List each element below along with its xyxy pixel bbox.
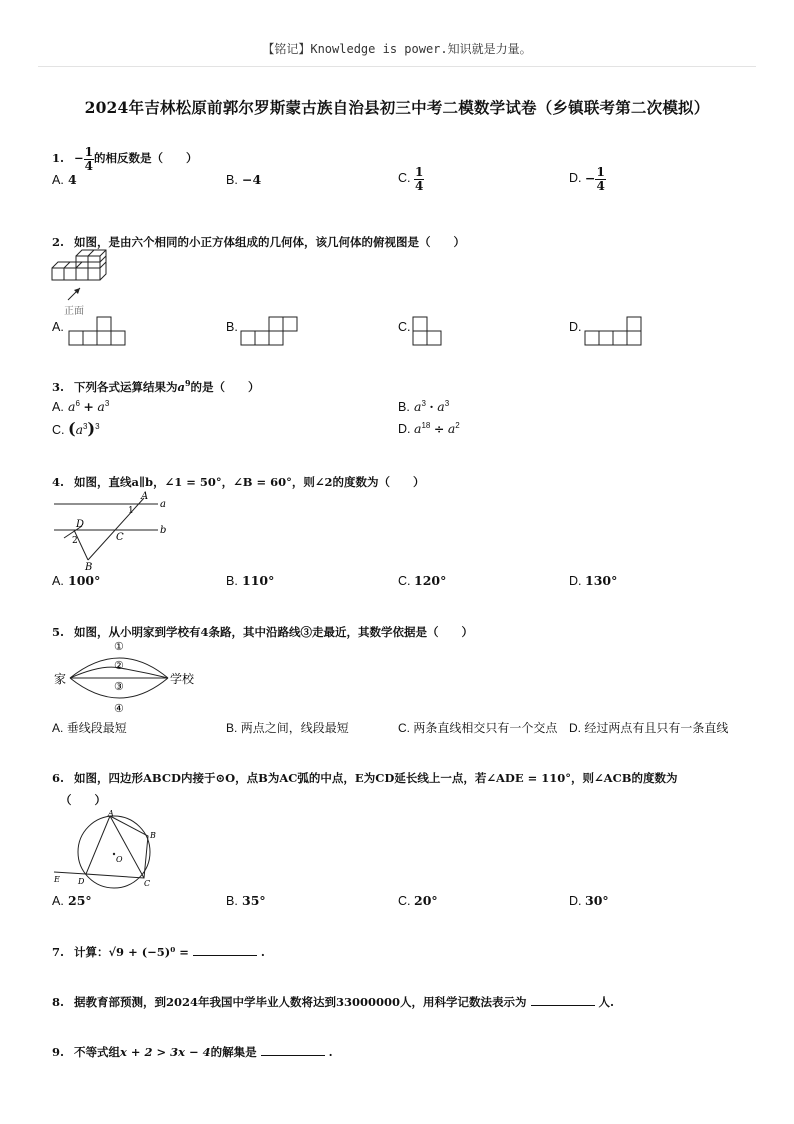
option-value: −4 [242, 172, 262, 187]
page-header: 【铭记】Knowledge is power.知识就是力量。 [262, 42, 532, 56]
option-label: D. [569, 894, 582, 908]
q2-option-b-figure [240, 316, 302, 348]
grid-square [613, 331, 627, 345]
grid-square [585, 331, 599, 345]
answer-blank[interactable] [261, 1045, 325, 1056]
option-value: 4 [68, 172, 77, 187]
label-B: B [85, 562, 93, 572]
q5-option-a[interactable] [52, 719, 127, 736]
label-b: b [160, 525, 167, 536]
question-text: 下列各式运算结果为 [74, 379, 178, 394]
grid-square [69, 331, 83, 345]
grid-square [413, 317, 427, 331]
question-number: 3. [52, 379, 65, 394]
question-text: 的相反数是（ ） [94, 151, 198, 166]
q6-option-b[interactable] [226, 893, 266, 908]
math-var: a [75, 422, 84, 437]
extension-de [54, 872, 86, 874]
cube-edge [64, 262, 70, 268]
label-O: O [116, 855, 123, 864]
cube-edge [76, 262, 82, 268]
exponent: 6 [75, 399, 80, 408]
question-number: 2. [52, 235, 65, 249]
exponent: 3 [444, 399, 450, 408]
paren-close: ) [87, 419, 96, 438]
question-2 [52, 234, 465, 250]
math-expression: x + 2 > 3x − 4 [120, 1045, 211, 1059]
label-C: C [144, 879, 151, 888]
math-var: a [68, 399, 76, 415]
grid-square [83, 331, 97, 345]
grid-square [255, 331, 269, 345]
option-value: 经过两点有且只有一条直线 [584, 721, 729, 735]
label-school: 学校 [170, 672, 195, 686]
option-value: 20° [414, 893, 438, 908]
q5-routes-figure [52, 638, 202, 716]
question-text: 计算： [74, 945, 109, 959]
question-number: 9. [52, 1045, 65, 1059]
option-value: 两条直线相交只有一个交点 [413, 721, 558, 735]
question-text: . [328, 1045, 333, 1059]
q4-option-b[interactable] [226, 573, 274, 588]
grid-square [97, 317, 111, 331]
cube-face [76, 268, 88, 280]
denominator: 4 [84, 158, 93, 173]
exponent: 18 [421, 421, 431, 430]
option-value: 两点之间，线段最短 [240, 721, 349, 735]
q4-parallel-lines-figure [52, 490, 182, 572]
exponent: 3 [104, 399, 110, 408]
option-label: D. [398, 422, 411, 437]
label-A: A [141, 491, 149, 502]
q4-option-a[interactable] [52, 573, 100, 588]
option-label: A. [52, 574, 64, 588]
question-text: 不等式组 [74, 1045, 120, 1059]
grid-square [269, 317, 283, 331]
cube-face [88, 268, 100, 280]
answer-blank[interactable] [531, 995, 595, 1006]
label-home: 家 [54, 672, 67, 686]
label-A: A [108, 809, 114, 818]
cube-edge [100, 262, 106, 268]
q6-option-c[interactable] [398, 893, 438, 908]
option-label: D. [569, 171, 582, 186]
option-label: B. [226, 721, 238, 735]
question-number: 8. [52, 995, 65, 1009]
q2-option-a-figure [68, 316, 128, 348]
q1-option-a[interactable] [52, 172, 77, 187]
exponent: 3 [83, 421, 88, 431]
math-var: a [97, 399, 105, 415]
question-4 [52, 474, 425, 490]
cube-face [64, 268, 76, 280]
exponent: 3 [95, 421, 100, 431]
question-number: 5. [52, 625, 65, 639]
question-text: 据教育部预测，到2024年我国中学毕业人数将达到33000000人，用科学记数法表示为 [74, 995, 527, 1009]
option-label: B. [226, 894, 238, 908]
option-value: 30° [585, 893, 609, 908]
option-label: A. [52, 173, 64, 187]
math-expression: √9 + (−5)⁰ = [108, 945, 189, 959]
cube-edge [100, 250, 106, 256]
fraction [595, 166, 605, 192]
label-route-2: ② [114, 659, 124, 672]
q3-option-b[interactable] [398, 399, 449, 414]
q2-option-d-figure [584, 316, 644, 348]
numerator: 1 [415, 165, 424, 179]
q5-option-d[interactable] [569, 719, 728, 736]
option-label: B. [226, 173, 238, 187]
option-label: C. [398, 721, 410, 735]
option-label: D. [569, 721, 581, 735]
option-label: C. [398, 574, 411, 588]
cube-face [52, 268, 64, 280]
grid-square [283, 317, 297, 331]
operator: + [83, 399, 94, 415]
label-route-1: ① [114, 640, 124, 653]
question-number: 6. [52, 771, 65, 785]
exponent: 2 [455, 421, 460, 430]
option-value: 垂线段最短 [66, 721, 127, 735]
front-label: 正面 [64, 306, 84, 317]
segment-ab [88, 498, 144, 560]
question-text: . [260, 945, 265, 959]
fraction [414, 166, 424, 192]
question-6 [52, 770, 677, 786]
math-var: a [414, 421, 422, 437]
option-label: D. [569, 320, 582, 334]
option-label: C. [398, 171, 411, 186]
question-3 [52, 378, 260, 395]
q5-option-c[interactable] [398, 719, 557, 736]
math-var: a [437, 399, 445, 415]
minus-sign: − [74, 151, 84, 166]
q3-option-a[interactable] [52, 399, 109, 414]
q5-option-b[interactable] [226, 719, 349, 736]
option-value: 130° [585, 573, 618, 588]
operator: · [429, 399, 434, 415]
option-label: C. [398, 894, 411, 908]
operator: ÷ [433, 421, 445, 437]
numerator: 1 [84, 145, 93, 159]
label-C: C [116, 532, 124, 543]
math-var: a [177, 379, 185, 394]
q4-option-d[interactable] [569, 573, 617, 588]
q3-option-c[interactable] [52, 419, 100, 438]
q1-option-c[interactable] [398, 166, 424, 192]
label-D: D [76, 519, 85, 530]
fraction [84, 146, 94, 172]
answer-blank[interactable] [193, 945, 257, 956]
label-B: B [150, 831, 156, 840]
grid-square [427, 331, 441, 345]
grid-square [413, 331, 427, 345]
exponent: 9 [184, 378, 191, 388]
question-6-paren: （ ） [60, 793, 106, 807]
grid-square [627, 331, 641, 345]
option-label: A. [52, 721, 64, 735]
paren-open: ( [68, 419, 76, 438]
q2-cube-figure [50, 248, 110, 318]
q1-option-d[interactable] [569, 166, 606, 192]
label-1: 1 [128, 506, 134, 516]
question-7 [52, 944, 265, 960]
option-label: D. [569, 574, 582, 588]
question-number: 7. [52, 945, 65, 959]
grid-square [241, 331, 255, 345]
label-D: D [78, 877, 85, 886]
question-text: 的解集是 [210, 1045, 257, 1059]
q4-option-c[interactable] [398, 573, 446, 588]
exponent: 3 [421, 399, 426, 408]
question-text: 如图，从小明家到学校有4条路，其中沿路线③走最近，其数学依据是（ ） [74, 625, 473, 639]
label-route-3: ③ [114, 680, 124, 693]
q2-option-c-figure [412, 316, 446, 348]
option-value: 110° [242, 573, 275, 588]
option-value: 25° [68, 893, 92, 908]
question-text: 的是（ ） [190, 379, 260, 394]
q6-circle-figure [50, 808, 170, 890]
grid-square [599, 331, 613, 345]
label-a: a [160, 499, 166, 510]
minus-sign: − [585, 170, 596, 186]
page-title: 2024年吉林松原前郭尔罗斯蒙古族自治县初三中考二模数学试卷（乡镇联考第二次模拟） [84, 98, 710, 117]
q2-option-d[interactable] [569, 320, 585, 334]
label-E: E [54, 875, 60, 884]
grid-square [269, 331, 283, 345]
question-number: 1. [52, 151, 65, 166]
denominator: 4 [415, 178, 424, 193]
question-1 [52, 146, 198, 172]
question-9 [52, 1044, 333, 1060]
question-text: 如图，直线a∥b，∠1 = 50°，∠B = 60°，则∠2的度数为（ ） [74, 475, 425, 489]
q3-option-d[interactable] [398, 421, 460, 436]
question-8 [52, 994, 614, 1010]
option-label: C. [398, 320, 411, 334]
grid-square [111, 331, 125, 345]
label-2: 2 [72, 536, 78, 546]
option-label: B. [398, 400, 410, 415]
header-divider [38, 66, 756, 67]
q6-option-a[interactable] [52, 893, 92, 908]
option-label: B. [226, 320, 238, 334]
option-label: B. [226, 574, 238, 588]
grid-square [627, 317, 641, 331]
math-var: a [414, 399, 422, 415]
q1-option-b[interactable] [226, 172, 261, 187]
center-point [113, 853, 115, 855]
question-text: 如图，是由六个相同的小正方体组成的几何体，该几何体的俯视图是（ ） [74, 235, 465, 249]
math-var: a [447, 421, 456, 437]
denominator: 4 [596, 178, 605, 193]
numerator: 1 [596, 165, 605, 179]
option-label: C. [52, 423, 65, 437]
option-value: 35° [242, 893, 266, 908]
grid-square [97, 331, 111, 345]
option-label: A. [52, 894, 64, 908]
q2-option-a[interactable] [52, 320, 68, 334]
option-label: A. [52, 320, 64, 334]
option-value: 120° [414, 573, 447, 588]
question-text: 人. [598, 995, 615, 1009]
label-route-4: ④ [114, 702, 124, 715]
option-value: 100° [68, 573, 101, 588]
q6-option-d[interactable] [569, 893, 609, 908]
question-number: 4. [52, 475, 65, 489]
question-text: 如图，四边形ABCD内接于⊙O，点B为AC弧的中点，E为CD延长线上一点，若∠ADE = 110°，则∠ACB的度数为 [74, 771, 678, 785]
option-label: A. [52, 400, 64, 415]
